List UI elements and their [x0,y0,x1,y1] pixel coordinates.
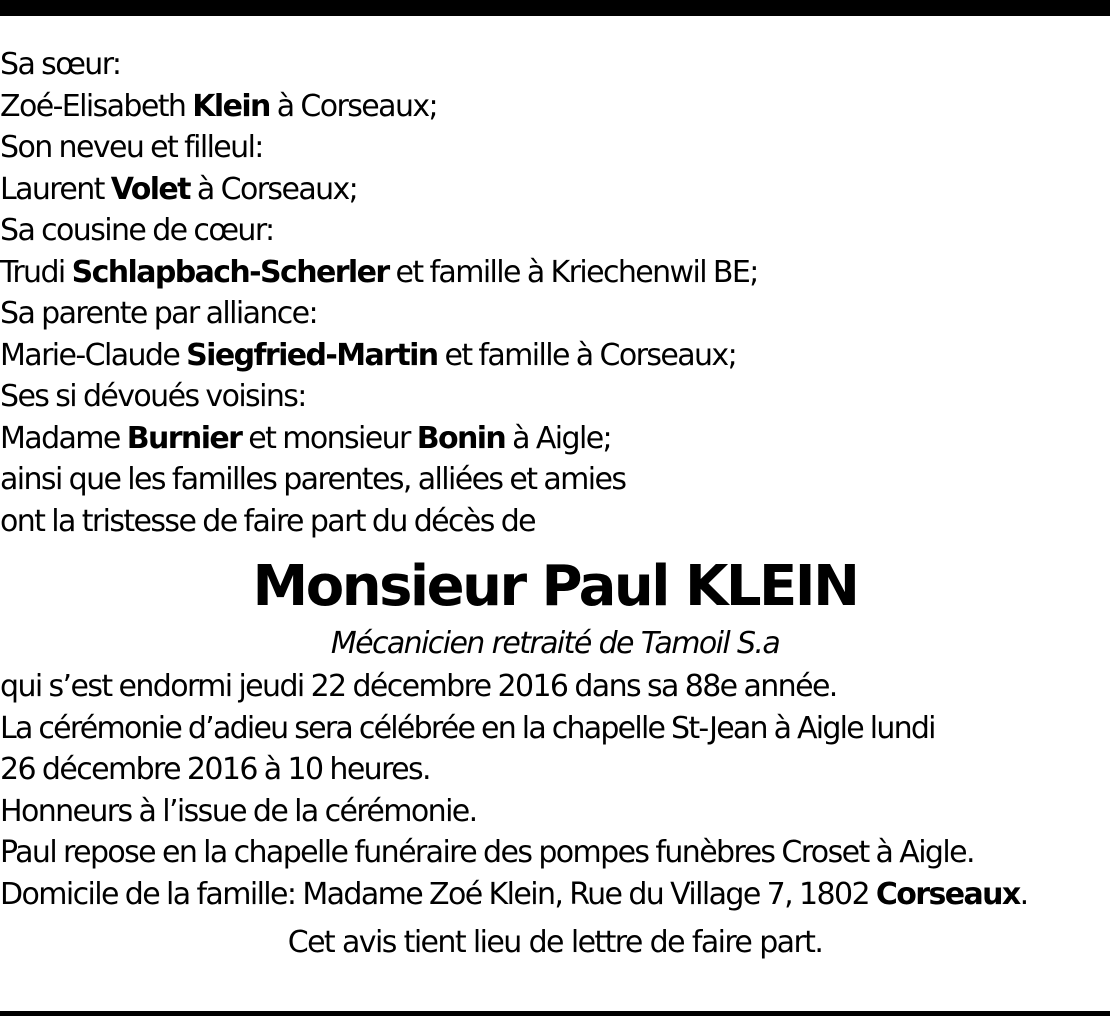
family-line-cousin: Trudi Schlapbach-Scherler et famille à Kriechenwil BE; [0,254,758,290]
family-line-sister-label: Sa sœur: [0,47,121,82]
closing-note: Cet avis tient lieu de lettre de faire part. [287,925,823,960]
family-line-nephew-label: Son neveu et filleul: [0,130,263,165]
family-line-neighbours: Madame Burnier et monsieur Bonin à Aigle; [0,420,612,456]
family-surname: Volet [110,171,190,207]
family-surname: Klein [192,88,270,124]
family-line-relative-label: Sa parente par alliance: [0,296,318,331]
family-surname: Siegfried-Martin [186,337,438,373]
deceased-name: Monsieur Paul KLEIN [252,554,858,619]
family-surname: Burnier [126,420,242,456]
honours-line: Honneurs à l’issue de la cérémonie. [0,793,477,829]
family-line-nephew: Laurent Volet à Corseaux; [0,171,358,207]
family-line-neighbours-label: Ses si dévoués voisins: [0,379,306,414]
ceremony-line: La cérémonie d’adieu sera célébrée en la chapelle St-Jean à Aigle lundi [0,710,935,746]
death-date-line: qui s’est endormi jeudi 22 décembre 2016 dans sa 88e année. [0,669,837,704]
announcement-line: ont la tristesse de faire part du décès de [0,503,536,539]
bottom-border-rule [0,1011,1110,1016]
family-surname: Bonin [416,420,506,456]
address-locality: Corseaux [875,876,1020,912]
family-line-others: ainsi que les familles parentes, alliées et amies [0,462,626,497]
top-border-rule [0,0,1110,16]
family-line-relative: Marie-Claude Siegfried-Martin et famille à Corseaux; [0,337,737,373]
ceremony-date-line: 26 décembre 2016 à 10 heures. [0,752,430,787]
family-address-line: Domicile de la famille: Madame Zoé Klein, Rue du Village 7, 1802 Corseaux. [0,876,1028,912]
death-notice [0,44,1110,964]
family-line-sister: Zoé-Elisabeth Klein à Corseaux; [0,88,438,124]
family-line-cousin-label: Sa cousine de cœur: [0,213,274,248]
family-surname: Schlapbach-Scherler [71,254,389,290]
resting-place-line: Paul repose en la chapelle funéraire des pompes funèbres Croset à Aigle. [0,835,974,870]
deceased-profession: Mécanicien retraité de Tamoil S.a [330,626,780,661]
